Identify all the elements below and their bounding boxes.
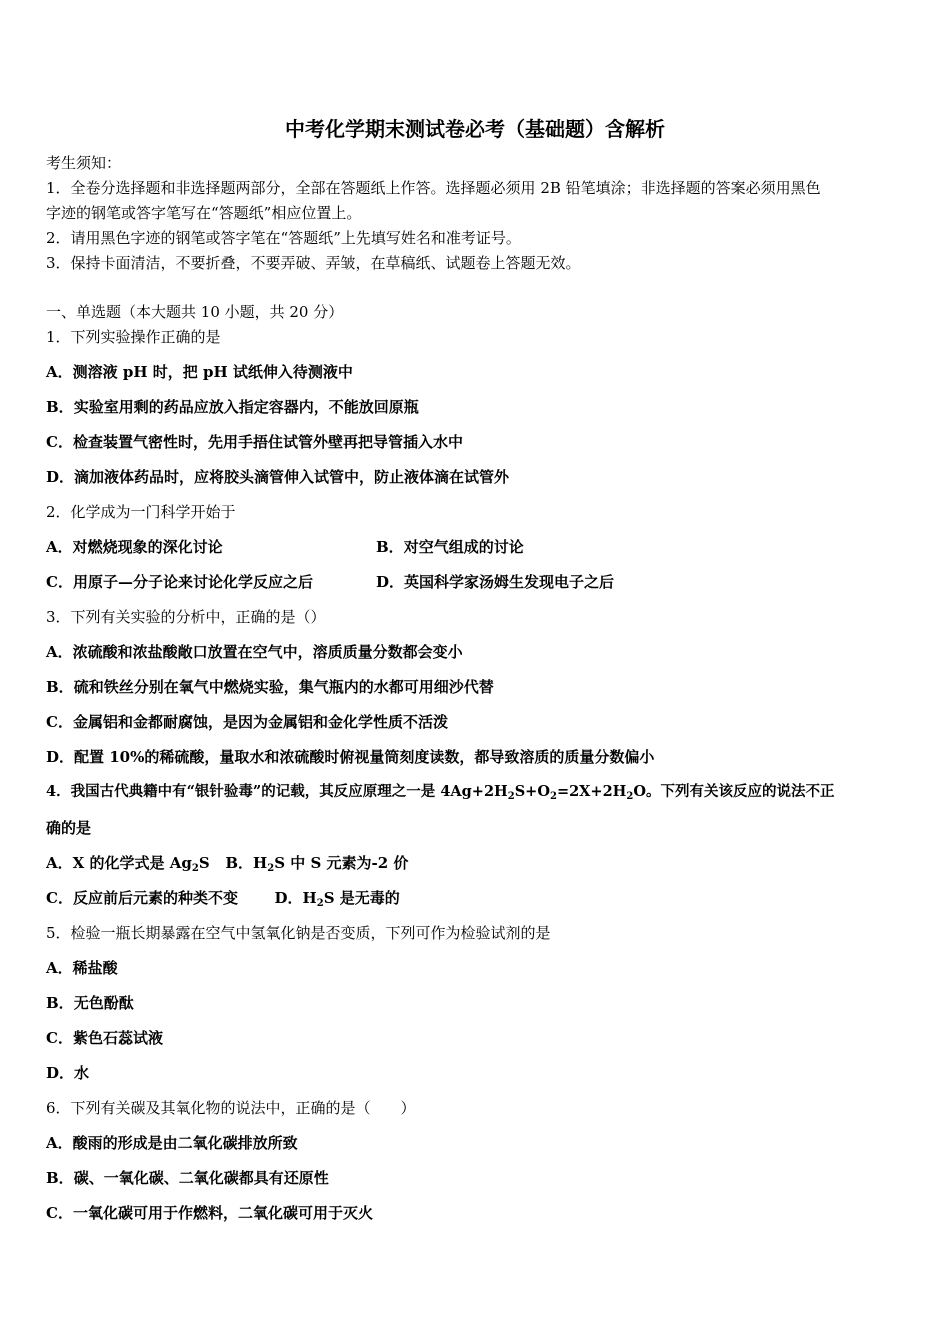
question-4-stem: 4．我国古代典籍中有“银针验毒”的记载，其反应原理之一是 $4Ag+2H_2S+O_2=2X+2H_2O$。下列有关该反应的说法不正 xyxy=(46,783,835,802)
question-6-option-c: C．一氧化碳可用于作燃料，二氧化碳可用于灭火 xyxy=(46,1204,373,1222)
notice-item-1: 1．全卷分选择题和非选择题两部分，全部在答题纸上作答。选择题必须用 2B 铅笔填涂；非选择题的答案必须用黑色 xyxy=(46,179,821,197)
question-2-option-c: C．用原子—分子论来讨论化学反应之后 xyxy=(46,573,313,591)
notice-item-1-cont: 字迹的钢笔或答字笔写在“答题纸”相应位置上。 xyxy=(46,204,362,222)
question-2-option-a: A．对燃烧现象的深化讨论 xyxy=(46,538,223,556)
question-5-option-c: C．紫色石蕊试液 xyxy=(46,1029,163,1047)
notice-heading: 考生须知： xyxy=(46,154,122,172)
question-5-option-d: D．水 xyxy=(46,1064,90,1082)
question-6-option-a: A．酸雨的形成是由二氧化碳排放所致 xyxy=(46,1134,298,1152)
question-5-option-b: B．无色酚酞 xyxy=(46,994,134,1012)
question-1-option-a: A．测溶液 pH 时，把 pH 试纸伸入待测液中 xyxy=(46,363,353,381)
question-4-options-ab: A．X 的化学式是 $Ag_2S$ B．$H_2S$ 中 S 元素为-2 价 xyxy=(46,854,409,874)
section-heading: 一、单选题（本大题共 10 小题，共 20 分） xyxy=(46,303,344,321)
question-2-option-b: B．对空气组成的讨论 xyxy=(376,538,524,556)
question-6-stem: 6．下列有关碳及其氧化物的说法中，正确的是（ ） xyxy=(46,1099,416,1117)
question-1-option-b: B．实验室用剩的药品应放入指定容器内，不能放回原瓶 xyxy=(46,398,419,416)
question-5-stem: 5．检验一瓶长期暴露在空气中氢氧化钠是否变质，下列可作为检验试剂的是 xyxy=(46,924,551,942)
question-1-option-c: C．检查装置气密性时，先用手捂住试管外壁再把导管插入水中 xyxy=(46,433,463,451)
question-3-option-c: C．金属铝和金都耐腐蚀，是因为金属铝和金化学性质不活泼 xyxy=(46,713,448,731)
notice-item-2: 2．请用黑色字迹的钢笔或答字笔在“答题纸”上先填写姓名和准考证号。 xyxy=(46,229,521,247)
page-title: 中考化学期末测试卷必考（基础题）含解析 xyxy=(285,117,665,141)
question-2-stem: 2．化学成为一门科学开始于 xyxy=(46,503,236,521)
question-2-option-d: D．英国科学家汤姆生发现电子之后 xyxy=(376,573,615,591)
question-6-option-b: B．碳、一氧化碳、二氧化碳都具有还原性 xyxy=(46,1169,329,1187)
question-5-option-a: A．稀盐酸 xyxy=(46,959,118,977)
question-4-stem-cont: 确的是 xyxy=(46,819,92,837)
notice-item-3: 3．保持卡面清洁，不要折叠，不要弄破、弄皱，在草稿纸、试题卷上答题无效。 xyxy=(46,254,581,272)
question-1-stem: 1．下列实验操作正确的是 xyxy=(46,328,221,346)
question-3-option-a: A．浓硫酸和浓盐酸敞口放置在空气中，溶质质量分数都会变小 xyxy=(46,643,463,661)
question-3-option-b: B．硫和铁丝分别在氧气中燃烧实验，集气瓶内的水都可用细沙代替 xyxy=(46,678,494,696)
question-1-option-d: D．滴加液体药品时，应将胶头滴管伸入试管中，防止液体滴在试管外 xyxy=(46,468,510,486)
question-4-options-cd: C．反应前后元素的种类不变 D．$H_2S$ 是无毒的 xyxy=(46,889,400,909)
question-3-option-d: D．配置 10%的稀硫酸，量取水和浓硫酸时俯视量筒刻度读数，都导致溶质的质量分数偏小 xyxy=(46,748,655,766)
question-3-stem: 3．下列有关实验的分析中，正确的是（） xyxy=(46,608,326,626)
